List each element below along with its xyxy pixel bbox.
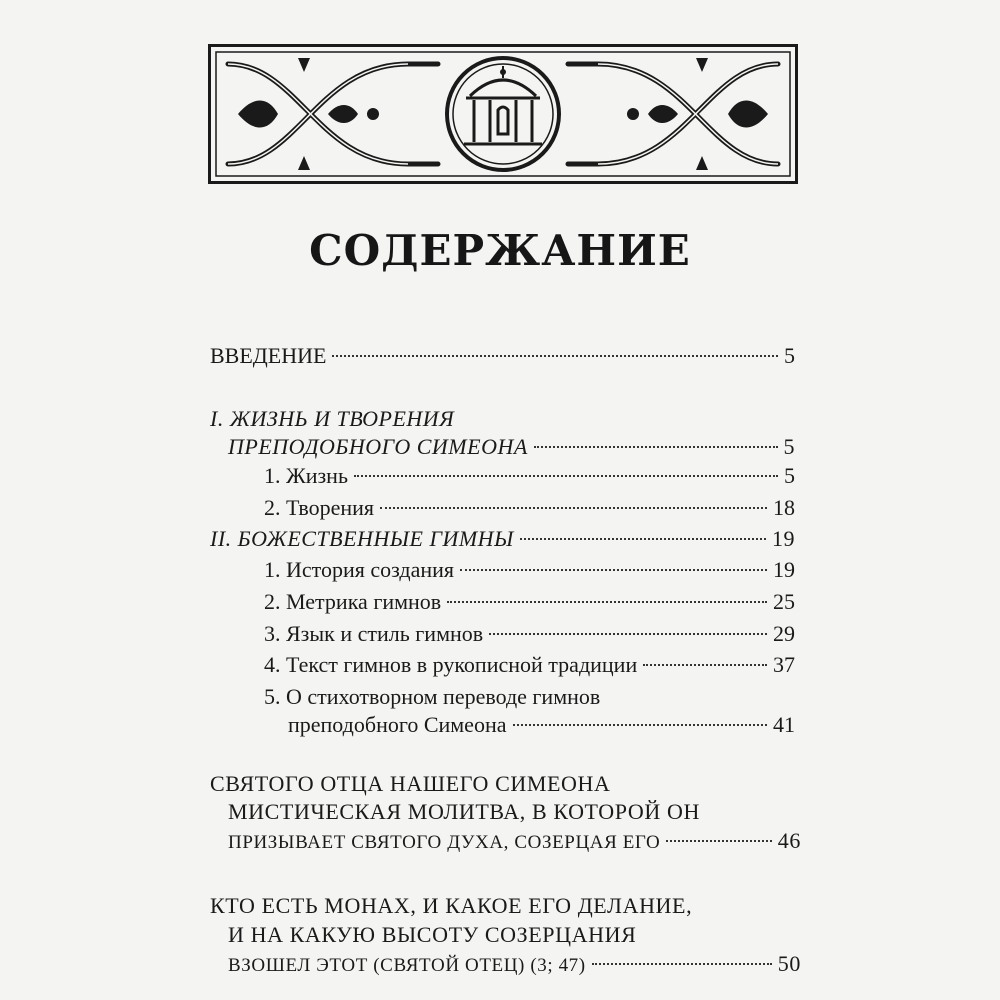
rotunda-ornament-icon (208, 44, 798, 184)
toc-label: преподобного Симеона (288, 712, 507, 737)
toc-entry-manuscripts[interactable] (264, 651, 795, 679)
toc-translation-line1: 5. О стихотворном переводе гимнов (264, 684, 601, 709)
toc-part1-title-line1: I. ЖИЗНЬ И ТВОРЕНИЯ (210, 406, 455, 431)
toc-page: 19 (772, 526, 795, 551)
toc-entry-prayer[interactable] (228, 827, 801, 857)
toc-page: 25 (773, 589, 795, 614)
toc-label: ВЗОШЕЛ ЭТОТ (СВЯТОЙ ОТЕЦ) (3; 47) (228, 955, 586, 976)
toc-entry-works[interactable] (264, 494, 795, 522)
toc-page: 41 (773, 712, 795, 737)
dot-leader (380, 507, 767, 509)
toc-prayer-line1: СВЯТОГО ОТЦА НАШЕГО СИМЕОНА (210, 771, 611, 796)
toc-label: 1. Жизнь (264, 463, 348, 488)
dot-leader (520, 538, 766, 540)
toc-label: 1. История создания (264, 557, 455, 582)
toc-label: 3. Язык и стиль гимнов (264, 621, 484, 646)
page-title: СОДЕРЖАНИЕ (309, 226, 691, 275)
toc-label: 2. Творения (264, 495, 375, 520)
toc-label: ПРИЗЫВАЕТ СВЯТОГО ДУХА, СОЗЕРЦАЯ ЕГО (228, 832, 661, 853)
toc-page: 46 (777, 828, 801, 853)
toc-entry-translation[interactable] (288, 711, 795, 739)
toc-label: ПРЕПОДОБНОГО СИМЕОНА (228, 434, 528, 459)
dot-leader (354, 475, 778, 477)
toc-page: 5 (784, 343, 795, 368)
dot-leader (666, 840, 771, 842)
dot-leader (460, 569, 767, 571)
dot-leader (489, 633, 767, 635)
toc-page: 29 (773, 621, 795, 646)
toc-page: 5 (783, 434, 795, 459)
dot-leader (332, 355, 778, 357)
toc-page: 37 (773, 652, 795, 677)
toc-entry-monk[interactable] (228, 950, 801, 980)
toc-prayer-line2: МИСТИЧЕСКАЯ МОЛИТВА, В КОТОРОЙ ОН (228, 799, 700, 824)
toc-entry-life[interactable] (264, 462, 795, 490)
toc-entry-history[interactable] (264, 556, 795, 584)
toc-entry-metrics[interactable] (264, 588, 795, 616)
dot-leader (643, 664, 767, 666)
dot-leader (534, 446, 778, 448)
toc-page: 19 (773, 557, 795, 582)
toc-label: ВВЕДЕНИЕ (210, 343, 327, 368)
toc-monk-line1: КТО ЕСТЬ МОНАХ, И КАКОЕ ЕГО ДЕЛАНИЕ, (210, 893, 693, 918)
toc-label: 4. Текст гимнов в рукописной традиции (264, 652, 638, 677)
dot-leader (592, 963, 772, 965)
toc-entry-part1[interactable] (228, 433, 795, 461)
toc-entry-language[interactable] (264, 620, 795, 648)
toc-page: 18 (773, 495, 795, 520)
dot-leader (513, 724, 768, 726)
dot-leader (447, 601, 767, 603)
toc-page: 50 (777, 951, 801, 976)
ornament-banner (208, 44, 798, 184)
toc-entry-intro[interactable] (210, 342, 795, 370)
toc-label: II. БОЖЕСТВЕННЫЕ ГИМНЫ (210, 526, 514, 551)
toc-entry-part2[interactable] (210, 525, 795, 553)
toc-page: 5 (784, 463, 795, 488)
toc-label: 2. Метрика гимнов (264, 589, 442, 614)
toc-monk-line2: И НА КАКУЮ ВЫСОТУ СОЗЕРЦАНИЯ (228, 922, 637, 947)
